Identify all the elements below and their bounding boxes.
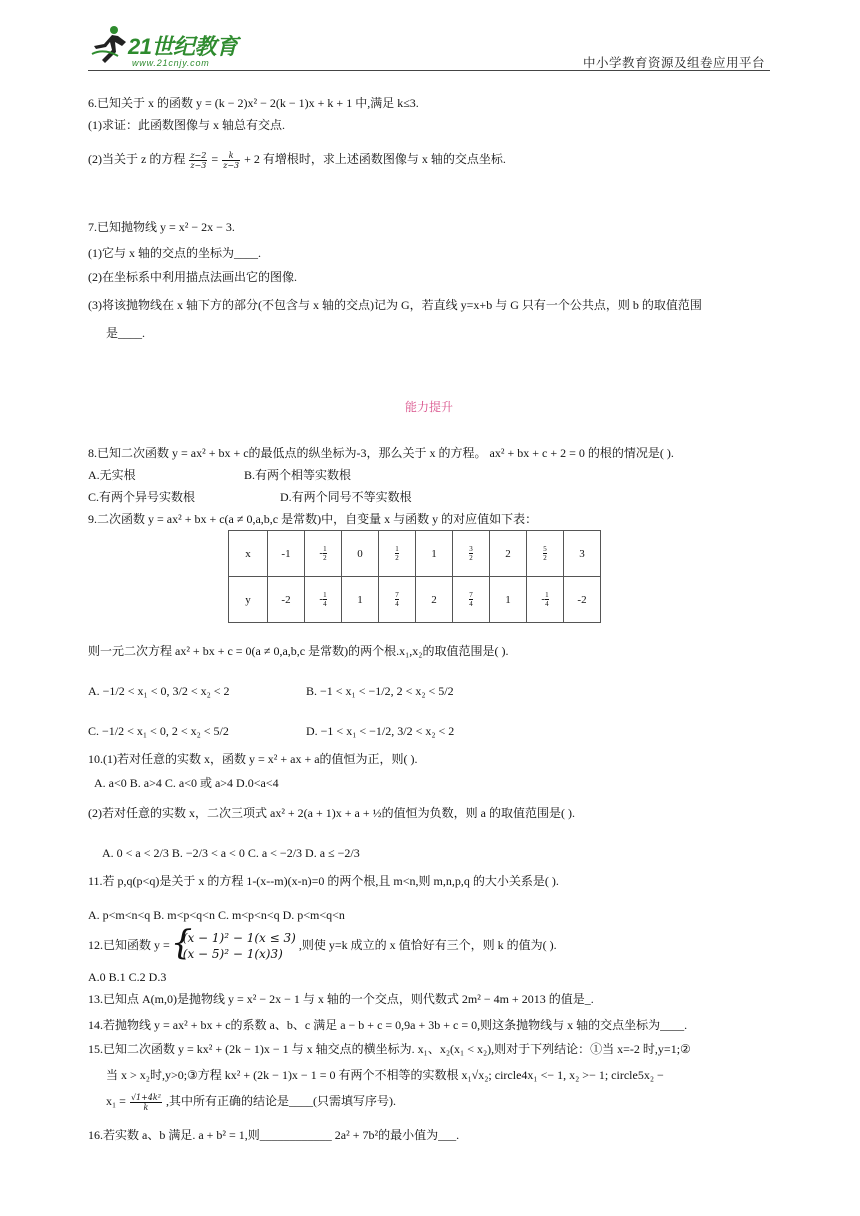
table-cell: -2 bbox=[564, 577, 601, 623]
q8-option-a: A.无实根 bbox=[88, 468, 136, 482]
q7-part3: (3)将该抛物线在 x 轴下方的部分(不包含与 x 轴的交点)记为 G，若直线 y=x+b 与 G 只有一个公共点，则 b 的取值范围 bbox=[88, 298, 702, 312]
q10-part2-options: A. 0 < a < 2/3 B. −2/3 < a < 0 C. a < −2/3 D. a ≤ −2/3 bbox=[102, 846, 360, 860]
q8-stem: 8.已知二次函数 y = ax² + bx + c的最低点的纵坐标为-3，那么关于 x 的方程。 ax² + bx + c + 2 = 0 的根的情况是( ). bbox=[88, 446, 674, 460]
q6-eq: = bbox=[211, 152, 222, 166]
q11-stem: 11.若 p,q(p<q)是关于 x 的方程 1-(x--m)(x-n)=0 的两个根,且 m<n,则 m,n,p,q 的大小关系是( ). bbox=[88, 874, 559, 888]
table-cell: -2 bbox=[268, 577, 305, 623]
page-header bbox=[0, 0, 860, 80]
platform-name: 中小学教育资源及组卷应用平台 bbox=[582, 56, 765, 70]
q7-part2: (2)在坐标系中利用描点法画出它的图像. bbox=[88, 270, 297, 284]
q9-option-c: C. −1/2 < x₁ < 0, 2 < x₂ < 5/2 bbox=[88, 724, 229, 738]
q6-frac2-den: z−3 bbox=[223, 160, 240, 170]
q15-frac bbox=[130, 1093, 162, 1112]
q6-stem: 6.已知关于 x 的函数 y = (k − 2)x² − 2(k − 1)x + k + 1 中,满足 k≤3. bbox=[88, 96, 419, 110]
q15-frac-den: k bbox=[143, 1102, 149, 1112]
q11-options: A. p<m<n<q B. m<p<q<n C. m<p<n<q D. p<m<q<n bbox=[88, 908, 345, 922]
q10-part1: 10.(1)若对任意的实数 x，函数 y = x² + ax + a的值恒为正，则( ). bbox=[88, 752, 418, 766]
table-cell: $\frac{1}{2}$ bbox=[379, 531, 416, 577]
table-cell: $\frac{3}{2}$ bbox=[453, 531, 490, 577]
table-row-y bbox=[229, 577, 601, 623]
logo-url: www.21cnjy.com bbox=[132, 58, 210, 68]
table-cell: 1 bbox=[416, 531, 453, 577]
q7-stem: 7.已知抛物线 y = x² − 2x − 3. bbox=[88, 220, 235, 234]
q15-frac-num: √1+4k² bbox=[130, 1092, 161, 1102]
q9-option-d: D. −1 < x₁ < −1/2, 3/2 < x₂ < 2 bbox=[306, 724, 455, 738]
table-cell: 3 bbox=[564, 531, 601, 577]
q6-part1: (1)求证：此函数图像与 x 轴总有交点. bbox=[88, 118, 285, 132]
q6-part2 bbox=[88, 150, 506, 170]
q12-case1: { (x − 1)² − 1(x ≤ 3) bbox=[182, 931, 296, 945]
q6-frac2-num: k bbox=[222, 151, 240, 161]
table-row-x bbox=[229, 531, 601, 577]
q12-options: A.0 B.1 C.2 D.3 bbox=[88, 970, 167, 984]
q15-line2: 当 x > x₂时,y>0;③方程 kx² + (2k − 1)x − 1 = 0 有两个不相等的实数根 x₁√x₂; circle4x₁ <− 1, x₂ >− 1; circle5x₂ − bbox=[106, 1068, 664, 1082]
q13-stem: 13.已知点 A(m,0)是抛物线 y = x² − 2x − 1 与 x 轴的一个交点，则代数式 2m² − 4m + 2013 的值是_. bbox=[88, 992, 594, 1006]
q14-stem: 14.若抛物线 y = ax² + bx + c的系数 a、b、c 满足 a − b + c = 0,9a + 3b + c = 0,则这条抛物线与 x 轴的交点坐标为____. bbox=[88, 1018, 688, 1032]
section-title: 能力提升 bbox=[404, 400, 453, 414]
q16-stem: 16.若实数 a、b 满足. a + b² = 1,则____________ 2a² + 7b²的最小值为___. bbox=[88, 1128, 460, 1142]
q15-line3 bbox=[106, 1092, 396, 1112]
q12-case2: (x − 5)² − 1(x)3) bbox=[182, 947, 283, 961]
q12-piecewise bbox=[173, 930, 296, 962]
table-cell: - $\frac{1}{4}$ bbox=[527, 577, 564, 623]
table-cell: $\frac{7}{4}$ bbox=[453, 577, 490, 623]
q9-option-b: B. −1 < x₁ < −1/2, 2 < x₂ < 5/2 bbox=[306, 684, 454, 698]
q10-part1-options: A. a<0 B. a>4 C. a<0 或 a>4 D.0<a<4 bbox=[94, 776, 279, 790]
table-cell: $\frac{5}{2}$ bbox=[527, 531, 564, 577]
table-cell: 2 bbox=[490, 531, 527, 577]
logo-text: 21世纪教育 bbox=[128, 34, 238, 59]
table-cell: - $\frac{1}{4}$ bbox=[305, 577, 342, 623]
table-cell: $\frac{7}{4}$ bbox=[379, 577, 416, 623]
q7-part3-cont: 是____. bbox=[106, 326, 146, 340]
q9-stem: 9.二次函数 y = ax² + bx + c(a ≠ 0,a,b,c 是常数)中，自变量 x 与函数 y 的对应值如下表： bbox=[88, 512, 538, 526]
q8-option-b: B.有两个相等实数根 bbox=[244, 468, 352, 482]
q6-frac1-num: z−2 bbox=[190, 150, 207, 160]
q6-part2-post: + 2 有增根时，求上述函数图像与 x 轴的交点坐标. bbox=[244, 152, 506, 166]
q9-option-a: A. −1/2 < x₁ < 0, 3/2 < x₂ < 2 bbox=[88, 684, 230, 698]
q15-l3-pre: x₁ = bbox=[106, 1094, 126, 1108]
table-cell: -1 bbox=[268, 531, 305, 577]
header-divider bbox=[88, 70, 770, 71]
table-cell: - $\frac{1}{2}$ bbox=[305, 531, 342, 577]
q15-l3-post: ,其中所有正确的结论是____(只需填写序号). bbox=[166, 1094, 396, 1108]
q9-question: 则一元二次方程 ax² + bx + c = 0(a ≠ 0,a,b,c 是常数)的两个根.x₁,x₂的取值范围是( ). bbox=[88, 644, 509, 658]
q10-part2: (2)若对任意的实数 x，二次三项式 ax² + 2(a + 1)x + a + ½的值恒为负数，则 a 的取值范围是( ). bbox=[88, 806, 575, 820]
q8-option-d: D.有两个同号不等实数根 bbox=[280, 490, 412, 504]
q8-option-c: C.有两个异号实数根 bbox=[88, 490, 196, 504]
table-cell: 1 bbox=[490, 577, 527, 623]
table-cell: y bbox=[229, 577, 268, 623]
runner-logo-icon bbox=[88, 22, 132, 66]
value-table bbox=[228, 530, 601, 623]
table-cell: x bbox=[229, 531, 268, 577]
q15-line1: 15.已知二次函数 y = kx² + (2k − 1)x − 1 与 x 轴交点的横坐标为. x₁、x₂(x₁ < x₂),则对于下列结论：①当 x=-2 时,y=1;② bbox=[88, 1042, 691, 1056]
logo bbox=[88, 22, 248, 72]
table-cell: 2 bbox=[416, 577, 453, 623]
q6-frac1 bbox=[189, 151, 207, 170]
q6-part2-pre: (2)当关于 z 的方程 bbox=[88, 152, 186, 166]
q6-frac1-den: z−3 bbox=[190, 160, 207, 170]
q12-pre: 12.已知函数 y = bbox=[88, 937, 170, 952]
table-cell: 0 bbox=[342, 531, 379, 577]
q6-frac2 bbox=[222, 151, 240, 170]
q7-part1: (1)它与 x 轴的交点的坐标为____. bbox=[88, 246, 261, 260]
table-cell: 1 bbox=[342, 577, 379, 623]
q12-stem bbox=[88, 930, 557, 962]
q12-post: ,则使 y=k 成立的 x 值恰好有三个，则 k 的值为( ). bbox=[298, 937, 557, 952]
